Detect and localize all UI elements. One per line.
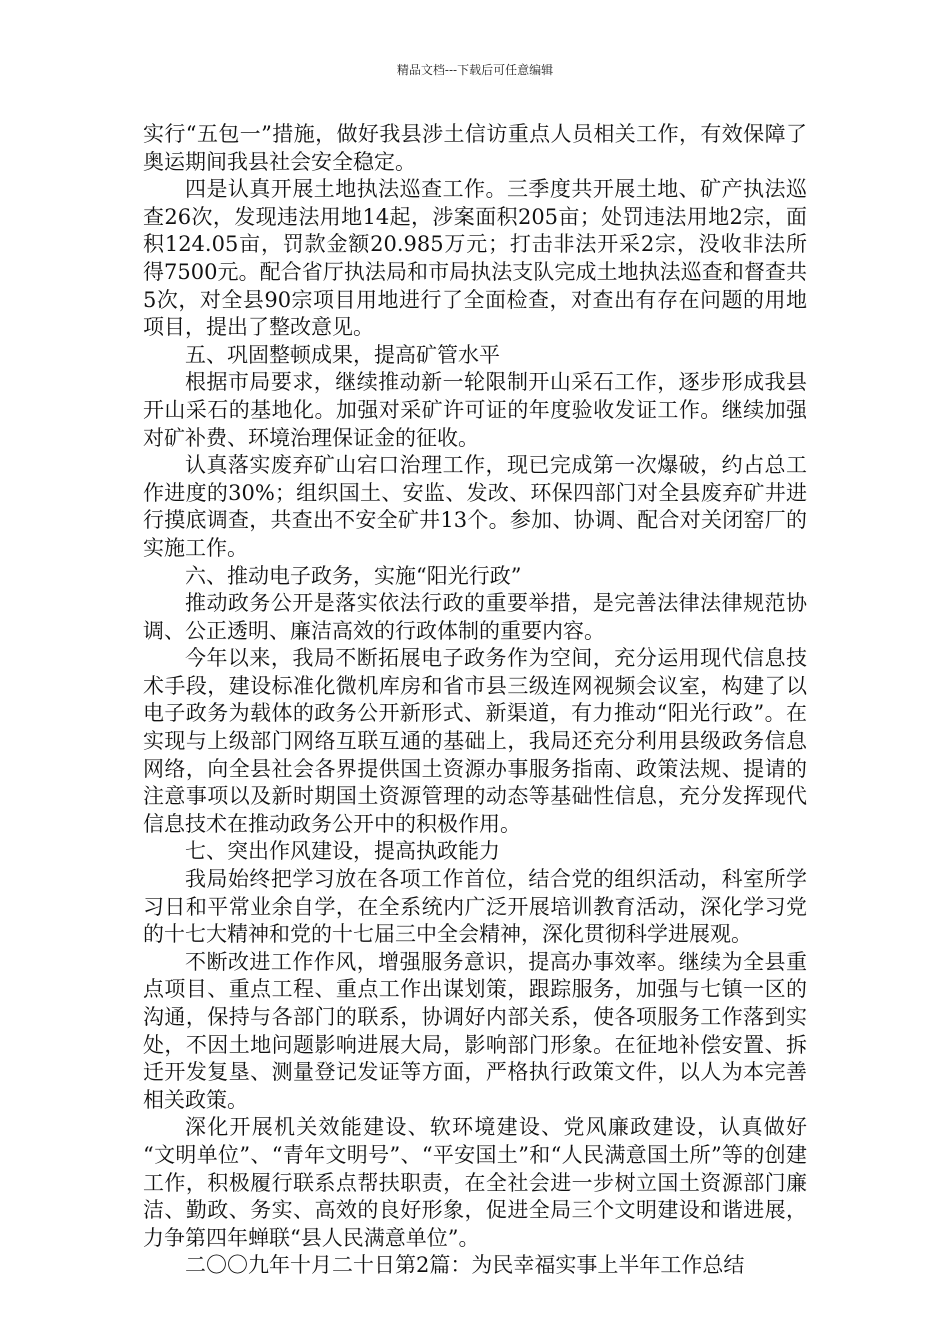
paragraph: 二〇〇九年十月二十日第2篇：为民幸福实事上半年工作总结 xyxy=(185,1253,745,1278)
paragraph: 推动政务公开是落实依法行政的重要举措，是完善法律法律规范协调、公正透明、廉洁高效的行政体制的重要内容。 xyxy=(143,591,807,643)
page-header: 精品文档---下载后可任意编辑 xyxy=(396,63,554,77)
paragraph: 根据市局要求，继续推动新一轮限制开山采石工作，逐步形成我县开山采石的基地化。加强对采矿许可证的年度验收发证工作。继续加强对矿补费、环境治理保证金的征收。 xyxy=(143,370,807,450)
section-heading: 七、突出作风建设，提高执政能力 xyxy=(185,839,500,864)
paragraph: 今年以来，我局不断拓展电子政务作为空间，充分运用现代信息技术手段，建设标准化微机库房和省市县三级连网视频会议室，构建了以电子政务为载体的政务公开新形式、新渠道，有力推动“阳光行政”。在实现与上级部门网络互联互通的基础上，我局还充分利用县级政务信息网络，向全县社会各界提供国土资源办事服务指南、政策法规、提请的注意事项以及新时期国土资源管理的动态等基础性信息，充分发挥现代信息技术在推动政务公开中的积极作用。 xyxy=(143,646,807,836)
paragraph: 不断改进工作作风，增强服务意识，提高办事效率。继续为全县重点项目、重点工程、重点工作出谋划策，跟踪服务，加强与七镇一区的沟通，保持与各部门的联系，协调好内部关系，使各项服务工作落到实处，不因土地问题影响进展大局，影响部门形象。在征地补偿安置、拆迁开发复垦、测量登记发证等方面，严格执行政策文件，以人为本完善相关政策。 xyxy=(143,949,807,1112)
paragraph: 四是认真开展土地执法巡查工作。三季度共开展土地、矿产执法巡查26次，发现违法用地14起，涉案面积205亩；处罚违法用地2宗，面积124.05亩，罚款金额20.985万元；打击非法开采2宗，没收非法所得7500元。配合省厅执法局和市局执法支队完成土地执法巡查和督查共5次，对全县90宗项目用地进行了全面检查，对查出有存在问题的用地项目，提出了整改意见。 xyxy=(143,177,807,340)
paragraph: 认真落实废弃矿山宕口治理工作，现已完成第一次爆破，约占总工作进度的30%；组织国土、安监、发改、环保四部门对全县废弃矿井进行摸底调查，共查出不安全矿井13个。参加、协调、配合对关闭窑厂的实施工作。 xyxy=(143,453,807,560)
paragraph: 实行“五包一”措施，做好我县涉土信访重点人员相关工作，有效保障了奥运期间我县社会安全稳定。 xyxy=(143,122,807,174)
paragraph: 我局始终把学习放在各项工作首位，结合党的组织活动，科室所学习日和平常业余自学，在全系统内广泛开展培训教育活动，深化学习党的十七大精神和党的十七届三中全会精神，深化贯彻科学进展观。 xyxy=(143,867,807,947)
section-heading: 五、巩固整顿成果，提高矿管水平 xyxy=(185,342,500,367)
paragraph: 深化开展机关效能建设、软环境建设、党风廉政建设，认真做好 “文明单位”、“青年文明号”、“平安国土”和“人民满意国土所”等的创建工作，积极履行联系点帮扶职责，在全社会进一步树立国土资源部门廉洁、勤政、务实、高效的良好形象，促进全局三个文明建设和谐进展，力争第四年蝉联“县人民满意单位”。 xyxy=(143,1115,807,1250)
section-heading: 六、推动电子政务，实施“阳光行政” xyxy=(185,563,522,588)
document-body xyxy=(143,121,807,1280)
